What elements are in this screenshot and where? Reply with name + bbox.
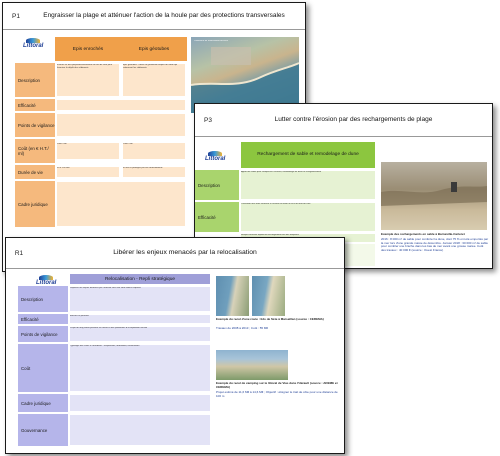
cell-description: Apport de sable pour compenser l'érosion, remodelage de dune et revégétalisation (241, 171, 375, 199)
cell-cost-a: 2000 €/ml (57, 143, 119, 159)
cell-desc-a: Insérés en mer perpendiculairement au trait de côte pour favoriser le dépôt des sédiments (57, 64, 119, 96)
slide-r1 (5, 237, 345, 454)
row-label-duree: Durée de vie (15, 165, 55, 179)
beach-photo (381, 162, 487, 230)
cell-efficacite: Consolide une zone soumise à l'érosion et limite le recul du trait de côte (241, 203, 375, 231)
row-label-efficacite: Efficacité (15, 99, 55, 111)
slide-header (3, 3, 305, 30)
cell-cadre (57, 182, 185, 226)
section-header: Relocalisation - Repli stratégique (70, 274, 210, 284)
cell-gouvernance (70, 415, 210, 445)
cell-note: Risque d'érosion rapide du rechargement lors des tempêtes (241, 234, 375, 242)
slide-header (6, 238, 344, 269)
road-photo-1 (216, 276, 249, 316)
row-label-description: Description (15, 63, 55, 97)
row-label-gouvernance: Gouvernance (18, 414, 68, 446)
cell-cadre (70, 395, 210, 411)
camping-photo (216, 350, 288, 380)
row-label-efficacite: Efficacité (195, 202, 239, 232)
row-label-cout: Coût (18, 344, 68, 392)
cell-vigilance (57, 114, 185, 136)
road-photo-2 (252, 276, 285, 316)
cell-desc-b: Épis géotubes : tubes en géotextile remplis de sable qui retiennent les sédiments (123, 64, 185, 96)
column-header-geotubes: Epis géotubes (121, 37, 187, 61)
aerial-photo (191, 37, 299, 113)
littoral-logo: Littoral (205, 156, 226, 162)
photo-caption: Commune de Saint-Hilaire-de-Riez (194, 40, 228, 42)
example-caption-2: Exemple du recul de camping sur le littoral de Vias dans l'Hérault (source : ADEME et CEREMA) (216, 382, 338, 389)
slide-code: P1 (12, 12, 20, 20)
row-label-cadre: Cadre juridique (18, 394, 68, 412)
row-label-cout: Coût (en € H.T./ ml) (15, 139, 55, 163)
example-text-2: Projet estimé de 11,6 M€ à 14,6 M€ ; Objectif : éloigner le trait de côte pour une distance de 100 m (216, 391, 338, 398)
slide-title: Engraisser la plage et atténuer l'action de la houle par des protections transversales (43, 12, 285, 19)
row-label-cadre: Cadre juridique (15, 181, 55, 227)
slide-code: R1 (14, 249, 24, 257)
example-text-1: Travaux de 2008 à 2013 ; Coût : 55 M€ (216, 327, 269, 330)
littoral-logo: Littoral (36, 280, 57, 286)
cell-description: Déplacer les enjeux menacés par l'érosion vers une zone moins exposée (70, 287, 210, 311)
row-label-vigilance: Points de vigilance (15, 113, 55, 137)
example-caption-1: Exemple du recul d'une route : lido de Sète à Marseillan (source : CEREMA) (216, 318, 324, 321)
cell-efficacite (57, 100, 185, 110)
cell-life-b: 40 ans si protégés par les enrochements (123, 167, 185, 177)
slide-title: Lutter contre l'érosion par des rechargements de plage (274, 116, 433, 123)
photo-caption: Exemple des rechargements en sable à Barneville-Carteret (381, 233, 465, 236)
row-label-vigilance: Points de vigilance (18, 326, 68, 342)
cell-vigilance: Projet de long terme pouvant se heurter à des problèmes d'acceptabilité sociale (70, 327, 210, 341)
row-label-description: Description (18, 286, 68, 312)
section-header: Rechargement de sable et remodelage de dune (241, 142, 375, 168)
row-label-efficacite: Efficacité (18, 314, 68, 324)
photo-text: 2016 : 8 000 m³ de sable pour conforter la dune, dont 75 % ont été emportés par la mer lors d'une grande marée de décembre. Janvier 2018 : 30 000 m³ de sable pour combler une brèche dans les bas de mer avant une grosse marée. Coût des travaux : 40 000 € (source : Ouest France) (381, 238, 489, 253)
cell-efficacite: Efficace et pérenne (70, 315, 210, 323)
littoral-logo: Littoral (23, 43, 44, 49)
coast-drawing (191, 37, 299, 113)
cell-cout: Typologie des coûts à considérer : acquisitions, démolition, renaturation (70, 345, 210, 391)
slide-header (195, 104, 492, 137)
slide-title: Libérer les enjeux menacés par la relocalisation (113, 249, 257, 256)
beach-drawing (381, 162, 487, 230)
cell-cost-b: 1000 €/ml (123, 143, 185, 159)
slide-code: P3 (204, 116, 212, 124)
cell-life-a: 50 à 100 ans (57, 167, 119, 177)
column-header-enroches: Epis enrochés (55, 37, 121, 61)
row-label-description: Description (195, 170, 239, 200)
